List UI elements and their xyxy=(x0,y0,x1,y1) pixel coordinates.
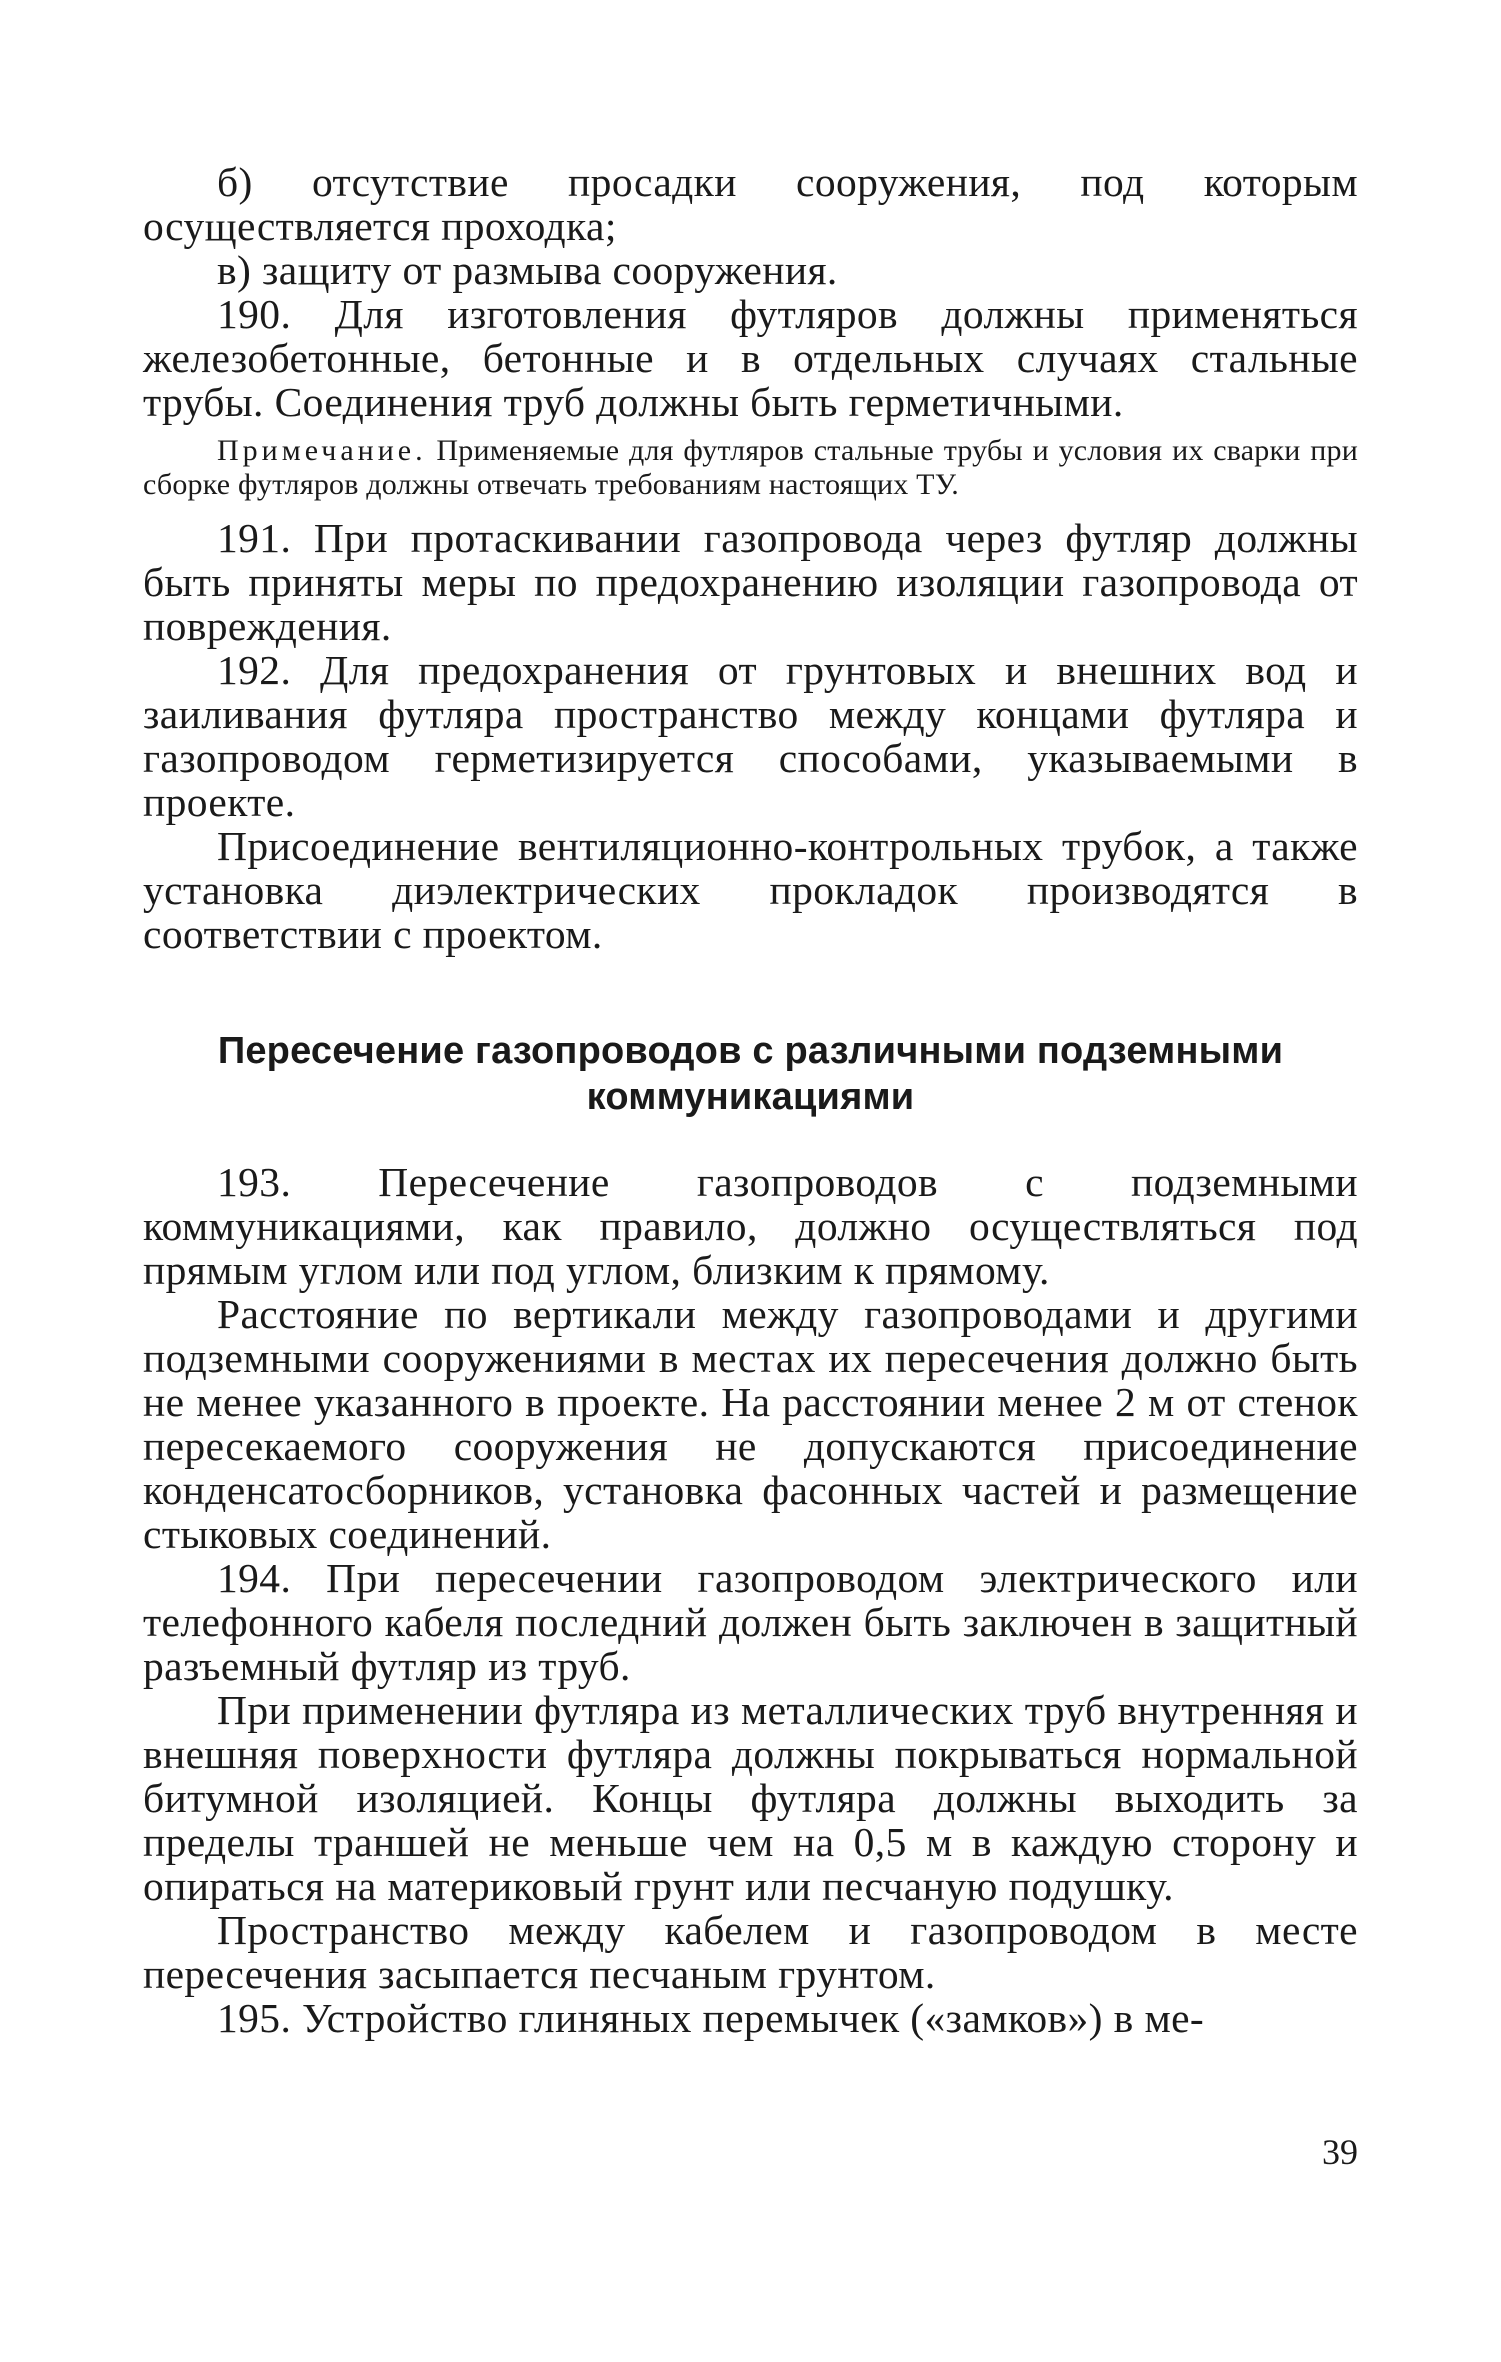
paragraph-193-distance: Расстояние по вертикали между газопроводами и другими подземными сооружениями в местах их пересечения должно быть не менее указанного в проекте. На расстоянии менее 2 м от стенок пересекаемого сооружения не допускаются присоединение конденсатосборников, установка фасонных частей и размещение стыковых соединений. xyxy=(143,1291,1358,1557)
paragraph-b: б) отсутствие просадки сооружения, под которым осуществляется проходка; xyxy=(143,159,1358,249)
paragraph-195: 195. Устройство глиняных перемычек («замков») в ме- xyxy=(217,1995,1205,2041)
page-number: 39 xyxy=(1322,2132,1358,2172)
note-text: Применяемые для футляров стальные трубы и условия их сварки при сборке футляров должны отвечать требованиям настоящих ТУ. xyxy=(143,434,1358,501)
paragraph-191: 191. При протаскивании газопровода через футляр должны быть приняты меры по предохранению изоляции газопровода от повреждения. xyxy=(143,515,1358,649)
note xyxy=(143,434,1358,502)
paragraph-194-space: Пространство между кабелем и газопроводом в месте пересечения засыпается песчаным грунтом. xyxy=(143,1907,1358,1997)
paragraph-v: в) защиту от размыва сооружения. xyxy=(217,247,838,293)
note-label: Примечание. xyxy=(217,434,427,467)
section-heading: Пересечение газопроводов с различными подземными коммуникациями xyxy=(217,1030,1284,1118)
page-body xyxy=(143,160,1358,2040)
paragraph-190: 190. Для изготовления футляров должны применяться железобетонные, бетонные и в отдельных случаях стальные трубы. Соединения труб должны быть герметичными. xyxy=(143,291,1358,425)
paragraph-192: 192. Для предохранения от грунтовых и внешних вод и заиливания футляра пространство между концами футляра и газопроводом герметизируется способами, указываемыми в проекте. xyxy=(143,647,1358,825)
paragraph-193: 193. Пересечение газопроводов с подземными коммуникациями, как правило, должно осуществляться под прямым углом или под углом, близким к прямому. xyxy=(143,1159,1358,1293)
paragraph-192-connection: Присоединение вентиляционно-контрольных трубок, а также установка диэлектрических прокладок производятся в соответствии с проектом. xyxy=(143,823,1358,957)
paragraph-194-metal: При применении футляра из металлических труб внутренняя и внешняя поверхности футляра должны покрываться нормальной битумной изоляцией. Концы футляра должны выходить за пределы траншей не меньше чем на 0,5 м в каждую сторону и опираться на материковый грунт или песчаную подушку. xyxy=(143,1687,1358,1909)
paragraph-194: 194. При пересечении газопроводом электрического или телефонного кабеля последний должен быть заключен в защитный разъемный футляр из труб. xyxy=(143,1555,1358,1689)
